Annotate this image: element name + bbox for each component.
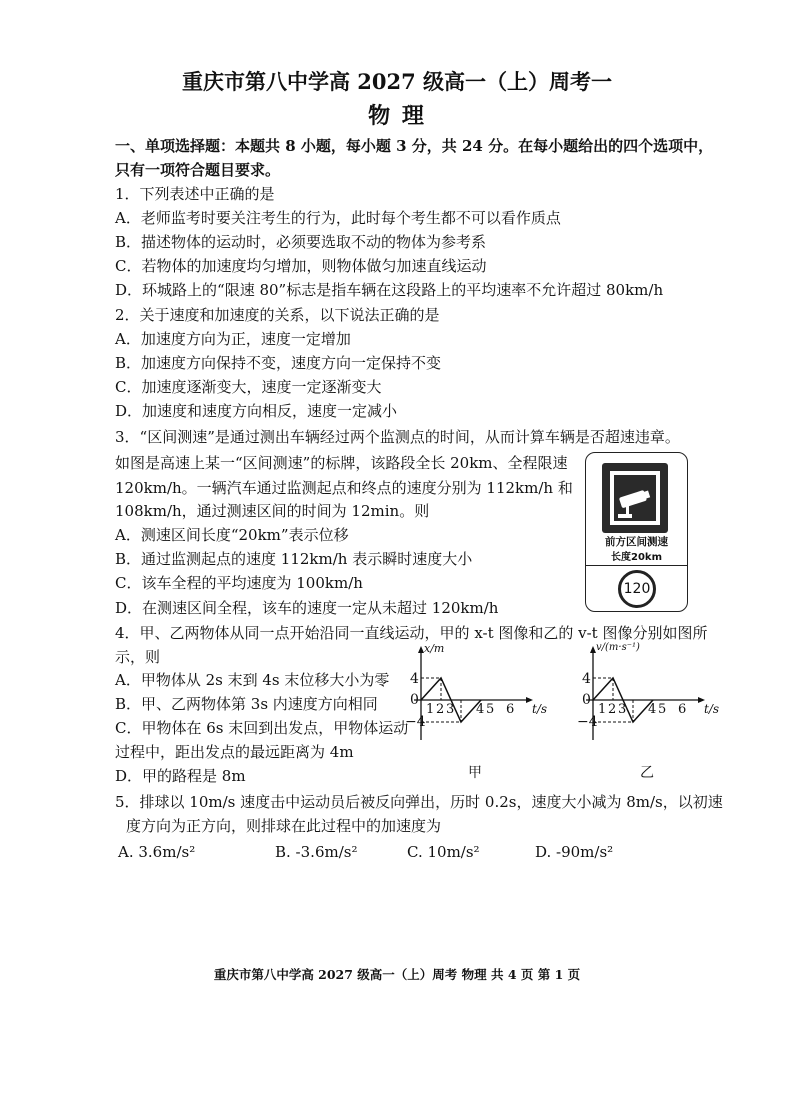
q5-option-c: C. 10m/s² <box>407 843 480 861</box>
graph-jia-ylabel: x/m <box>424 642 445 655</box>
speed-camera-sign <box>585 452 688 612</box>
q2-option-c: C．加速度逐渐变大，速度一定逐渐变大 <box>115 378 382 396</box>
q5-option-b: B. -3.6m/s² <box>275 843 358 861</box>
exam-title: 重庆市第八中学高 2027 级高一（上）周考一 <box>181 69 613 94</box>
graph-jia-tick-4: 4 <box>476 702 485 717</box>
graph-yi-y-neg: −4 <box>577 714 598 730</box>
graph-jia-y-pos: 4 <box>410 671 419 687</box>
graph-jia-origin: 0 <box>410 692 419 708</box>
camera-icon <box>602 463 668 533</box>
graph-yi-tick-2: 2 <box>608 702 617 717</box>
q3-option-c: C．该车全程的平均速度为 100km/h <box>115 574 363 592</box>
graph-yi-tick-5: 5 <box>658 702 667 717</box>
speed-limit-value: 120 <box>623 581 651 597</box>
graph-jia-tick-6: 6 <box>506 702 515 717</box>
q4-stem-2: 示，则 <box>115 648 161 666</box>
graph-yi-tick-6: 6 <box>678 702 687 717</box>
q4-option-c-2: 过程中，距出发点的最远距离为 4m <box>115 743 354 761</box>
subject-title: 物 理 <box>368 103 426 129</box>
q1-option-c: C．若物体的加速度均匀增加，则物体做匀加速直线运动 <box>115 257 487 275</box>
q1-option-b: B．描述物体的运动时，必须要选取不动的物体为参考系 <box>115 233 487 251</box>
q5-option-d: D. -90m/s² <box>535 843 614 861</box>
graph-jia-tick-5: 5 <box>486 702 495 717</box>
graph-yi-xlabel: t/s <box>704 702 720 716</box>
q3-stem-4: 108km/h，通过测速区间的时间为 12min。则 <box>115 502 430 520</box>
q1-option-a: A．老师监考时要关注考生的行为，此时每个考生都不可以看作质点 <box>115 209 561 227</box>
q3-option-b: B．通过监测起点的速度 112km/h 表示瞬时速度大小 <box>115 550 473 568</box>
graph-jia-caption: 甲 <box>468 765 482 781</box>
q3-stem-2: 如图是高速上某一“区间测速”的标牌，该路段全长 20km、全程限速 <box>115 454 568 472</box>
sign-text-2: 长度20km <box>611 552 662 563</box>
graph-yi-ylabel: v/(m·s⁻¹) <box>596 642 640 653</box>
q2-option-b: B．加速度方向保持不变，速度方向一定保持不变 <box>115 354 442 372</box>
sign-divider <box>586 565 687 566</box>
q2-option-d: D．加速度和速度方向相反，速度一定减小 <box>115 402 398 420</box>
q1-stem: 1．下列表述中正确的是 <box>115 185 275 203</box>
q2-stem: 2．关于速度和加速度的关系，以下说法正确的是 <box>115 306 440 324</box>
q5-option-a: A. 3.6m/s² <box>118 843 196 861</box>
graph-jia-xlabel: t/s <box>532 702 548 716</box>
graph-yi-caption: 乙 <box>640 765 654 781</box>
q3-option-d: D．在测速区间全程，该车的速度一定从未超过 120km/h <box>115 599 499 617</box>
graph-jia-axes <box>404 644 534 764</box>
graph-jia-y-neg: −4 <box>405 714 426 730</box>
q4-option-a: A．甲物体从 2s 末到 4s 末位移大小为零 <box>115 671 390 689</box>
q1-option-d: D．环城路上的“限速 80”标志是指车辆在这段路上的平均速率不允许超过 80km/h <box>115 281 664 299</box>
section-heading: 一、单项选择题：本题共 8 小题，每小题 3 分，共 24 分。在每小题给出的四个选项中， <box>115 137 714 155</box>
graph-yi-tick-4: 4 <box>648 702 657 717</box>
graph-yi-origin: 0 <box>582 692 591 708</box>
graph-jia-tick-1: 1 <box>426 702 435 717</box>
q5-stem-1: 5．排球以 10m/s 速度击中运动员后被反向弹出，历时 0.2s，速度大小减为 8m/s，以初速 <box>115 793 723 811</box>
q5-stem-2: 度方向为正方向，则排球在此过程中的加速度为 <box>126 817 442 835</box>
graph-yi-y-pos: 4 <box>582 671 591 687</box>
q3-stem-1: 3．“区间测速”是通过测出车辆经过两个监测点的时间，从而计算车辆是否超速违章。 <box>115 428 680 446</box>
section-heading-cont: 只有一项符合题目要求。 <box>115 161 281 179</box>
camera-panel <box>602 463 668 533</box>
graph-yi-tick-3: 3 <box>618 702 627 717</box>
graph-jia-tick-2: 2 <box>436 702 445 717</box>
sign-text-1: 前方区间测速 <box>605 536 668 548</box>
graph-yi-axes <box>576 644 706 764</box>
graph-jia-tick-3: 3 <box>446 702 455 717</box>
q4-option-b: B．甲、乙两物体第 3s 内速度方向相同 <box>115 695 378 713</box>
q4-option-c-1: C．甲物体在 6s 末回到出发点，甲物体运动 <box>115 719 409 737</box>
q3-stem-3: 120km/h。一辆汽车通过监测起点和终点的速度分别为 112km/h 和 <box>115 479 573 497</box>
speed-limit-circle <box>618 570 656 608</box>
q4-option-d: D．甲的路程是 8m <box>115 767 246 785</box>
q2-option-a: A．加速度方向为正，速度一定增加 <box>115 330 351 348</box>
q4-stem-1: 4．甲、乙两物体从同一点开始沿同一直线运动，甲的 x-t 图像和乙的 v-t 图像分别如图所 <box>115 624 708 642</box>
page-footer: 重庆市第八中学高 2027 级高一（上）周考 物理 共 4 页 第 1 页 <box>213 967 581 982</box>
graph-yi-tick-1: 1 <box>598 702 607 717</box>
q3-option-a: A．测速区间长度“20km”表示位移 <box>115 526 349 544</box>
